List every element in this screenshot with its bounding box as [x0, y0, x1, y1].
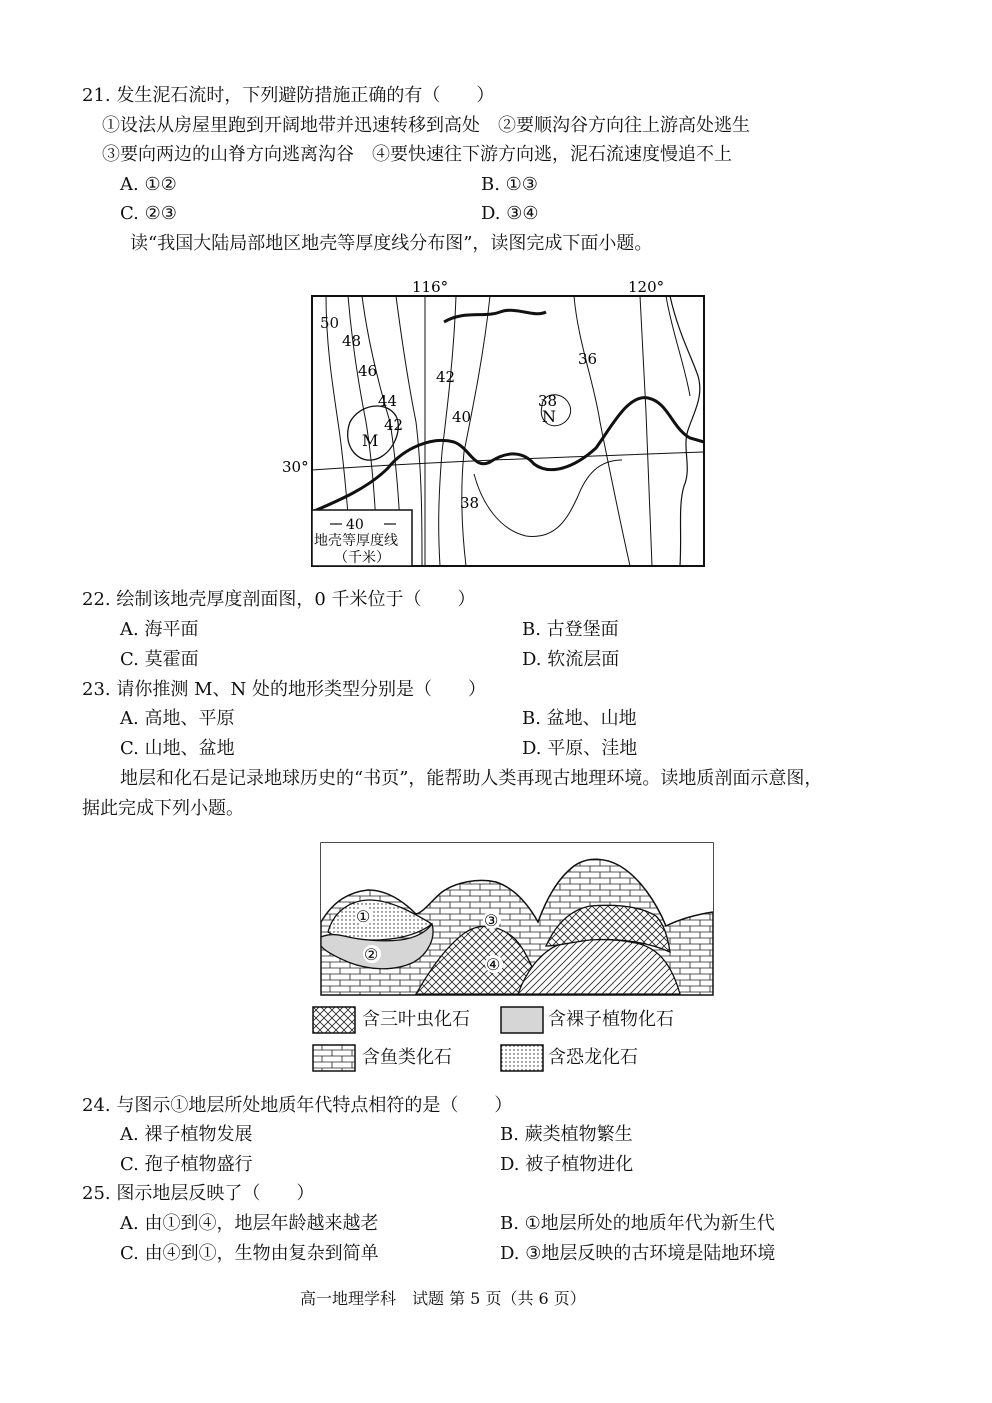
layer-label-3: ③: [484, 911, 499, 930]
q22-option-b[interactable]: B. 古登堡面: [522, 619, 619, 640]
geo-intro-line2: 据此完成下列小题。: [82, 798, 244, 819]
q24-option-b[interactable]: B. 蕨类植物繁生: [500, 1124, 633, 1145]
q22-option-c[interactable]: C. 莫霍面: [120, 649, 199, 670]
q21-line1: ①设法从房屋里跑到开阔地带并迅速转移到高处 ②要顺沟谷方向往上游高处逃生: [102, 115, 750, 136]
q23-option-b[interactable]: B. 盆地、山地: [522, 708, 637, 729]
geologic-section-diagram: [320, 842, 714, 996]
legend-label-fish: 含鱼类化石: [362, 1047, 452, 1068]
contour-label: 50: [320, 314, 340, 332]
q22-option-d[interactable]: D. 软流层面: [522, 649, 620, 670]
q25-option-d[interactable]: D. ③地层反映的古环境是陆地环境: [500, 1243, 776, 1264]
contour-label: 42: [436, 368, 456, 386]
contour-label: 38: [538, 392, 558, 410]
q25-option-b[interactable]: B. ①地层所处的地质年代为新生代: [500, 1213, 775, 1234]
q21-option-b[interactable]: B. ①③: [481, 174, 538, 195]
contour-label: 42: [384, 416, 404, 434]
q25-stem: 25. 图示地层反映了（ ）: [82, 1183, 315, 1204]
point-n-label: N: [542, 407, 556, 426]
legend-swatch-trilobite: [312, 1006, 356, 1034]
point-m-label: M: [362, 431, 379, 450]
q24-option-d[interactable]: D. 被子植物进化: [500, 1154, 634, 1175]
q25-option-a[interactable]: A. 由①到④，地层年龄越来越老: [120, 1213, 379, 1234]
legend-contour-value: 40: [346, 517, 364, 533]
q21-option-c[interactable]: C. ②③: [120, 203, 177, 224]
contour-label: 36: [578, 350, 598, 368]
lat-label-30: 30°: [282, 458, 309, 476]
q23-stem: 23. 请你推测 M、N 处的地形类型分别是（ ）: [82, 679, 486, 700]
q21-option-d[interactable]: D. ③④: [481, 203, 539, 224]
contour-label: 46: [358, 362, 378, 380]
q23-option-d[interactable]: D. 平原、洼地: [522, 738, 638, 759]
layer-label-1: ①: [356, 907, 371, 926]
q23-option-c[interactable]: C. 山地、盆地: [120, 738, 235, 759]
q24-option-a[interactable]: A. 裸子植物发展: [120, 1124, 253, 1145]
geo-intro-line1: 地层和化石是记录地球历史的“书页”，能帮助人类再现古地理环境。读地质剖面示意图，: [120, 768, 823, 789]
lon-label-120: 120°: [628, 278, 665, 296]
lon-label-116: 116°: [412, 278, 449, 296]
layer-label-4: ④: [486, 955, 501, 974]
q22-stem: 22. 绘制该地壳厚度剖面图，0 千米位于（ ）: [82, 589, 476, 610]
contour-label: 40: [452, 408, 472, 426]
legend-label-gymnosperm: 含裸子植物化石: [548, 1009, 674, 1030]
contour-label: 48: [342, 332, 362, 350]
q24-stem: 24. 与图示①地层所处地质年代特点相符的是（ ）: [82, 1095, 513, 1116]
legend-contour-label: 地壳等厚度线: [314, 533, 398, 549]
q23-option-a[interactable]: A. 高地、平原: [120, 708, 235, 729]
layer-label-2: ②: [364, 945, 379, 964]
legend-swatch-fish: [312, 1044, 356, 1072]
q25-option-c[interactable]: C. 由④到①，生物由复杂到简单: [120, 1243, 379, 1264]
legend-label-trilobite: 含三叶虫化石: [362, 1009, 470, 1030]
q22-option-a[interactable]: A. 海平面: [120, 619, 199, 640]
contour-label: 44: [378, 392, 398, 410]
page-footer: 高一地理学科 试题 第 5 页（共 6 页）: [300, 1289, 586, 1308]
q21-line2: ③要向两边的山脊方向逃离沟谷 ④要快速往下游方向逃，泥石流速度慢追不上: [102, 144, 732, 165]
legend-label-dinosaur: 含恐龙化石: [548, 1047, 638, 1068]
contour-label: 38: [460, 494, 480, 512]
q21-stem: 21. 发生泥石流时，下列避防措施正确的有（ ）: [82, 85, 495, 106]
legend-unit: （千米）: [334, 550, 390, 566]
q21-option-a[interactable]: A. ①②: [120, 174, 177, 195]
q24-option-c[interactable]: C. 孢子植物盛行: [120, 1154, 253, 1175]
legend-swatch-dinosaur: [500, 1044, 544, 1072]
crust-thickness-map: [278, 272, 708, 572]
map-intro: 读“我国大陆局部地区地壳等厚度线分布图”，读图完成下面小题。: [130, 233, 653, 254]
legend-swatch-gymnosperm: [500, 1006, 544, 1034]
